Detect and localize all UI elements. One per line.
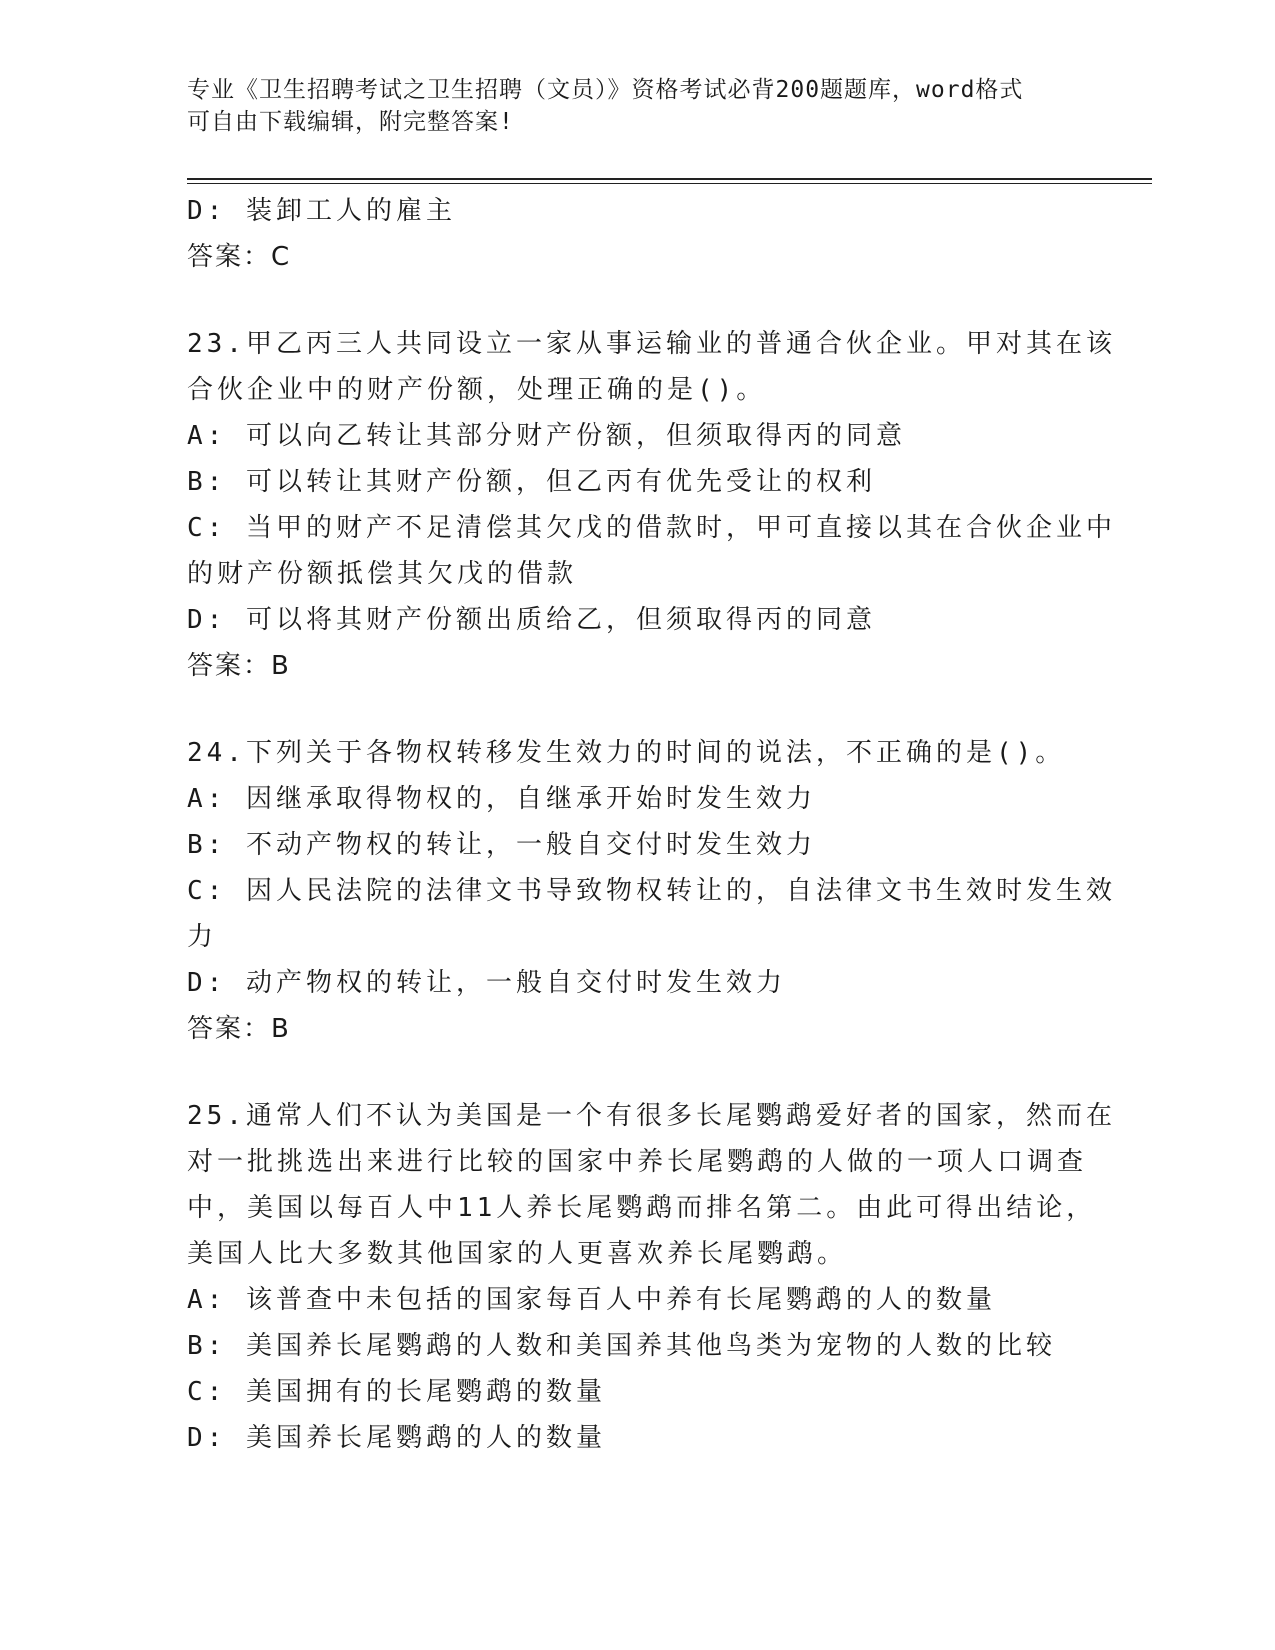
option-b: B: 可以转让其财产份额，但乙丙有优先受让的权利 <box>187 467 876 497</box>
option-d: D: 美国养长尾鹦鹉的人的数量 <box>187 1423 606 1453</box>
option-c-line: C: 当甲的财产不足清偿其欠戊的借款时，甲可直接以其在合伙企业中 <box>187 513 1116 543</box>
question-stem-line: 美国人比大多数其他国家的人更喜欢养长尾鹦鹉。 <box>187 1239 848 1269</box>
answer-line: 答案：B <box>187 1014 291 1044</box>
option-b: B: 美国养长尾鹦鹉的人数和美国养其他鸟类为宠物的人数的比较 <box>187 1331 1056 1361</box>
answer-line: 答案：B <box>187 651 291 681</box>
header-divider-thick <box>187 178 1152 180</box>
option-d: D: 动产物权的转让，一般自交付时发生效力 <box>187 968 786 998</box>
option-a: A: 该普查中未包括的国家每百人中养有长尾鹦鹉的人的数量 <box>187 1285 996 1315</box>
answer-line: 答案：C <box>187 242 292 272</box>
spacer <box>187 280 1077 321</box>
question-25 <box>187 1093 1116 1461</box>
question-stem-line: 中，美国以每百人中11人养长尾鹦鹉而排名第二。由此可得出结论， <box>187 1193 1097 1223</box>
header-divider-thin <box>187 183 1152 184</box>
header-title-line-2: 可自由下载编辑，附完整答案! <box>187 109 514 135</box>
option-b: B: 不动产物权的转让，一般自交付时发生效力 <box>187 830 816 860</box>
question-stem-line: 24.下列关于各物权转移发生效力的时间的说法，不正确的是()。 <box>187 738 1066 768</box>
document-header <box>187 74 1067 138</box>
option-c: C: 美国拥有的长尾鹦鹉的数量 <box>187 1377 606 1407</box>
option-a: A: 因继承取得物权的，自继承开始时发生效力 <box>187 784 816 814</box>
question-stem-line: 25.通常人们不认为美国是一个有很多长尾鹦鹉爱好者的国家，然而在 <box>187 1101 1116 1131</box>
option-c-line: 的财产份额抵偿其欠戊的借款 <box>187 559 578 589</box>
spacer <box>187 1052 1077 1093</box>
option-a: A: 可以向乙转让其部分财产份额，但须取得丙的同意 <box>187 421 906 451</box>
spacer <box>187 689 1077 730</box>
option-c-line: 力 <box>187 922 218 952</box>
question-23 <box>187 321 1116 689</box>
header-title-line-1: 专业《卫生招聘考试之卫生招聘（文员）》资格考试必背200题题库，word格式 <box>187 77 1024 103</box>
carryover-question <box>187 188 1077 280</box>
question-stem-line: 合伙企业中的财产份额，处理正确的是()。 <box>187 375 767 405</box>
question-stem-line: 23.甲乙丙三人共同设立一家从事运输业的普通合伙企业。甲对其在该 <box>187 329 1116 359</box>
option-d: D: 装卸工人的雇主 <box>187 196 456 226</box>
question-stem-line: 对一批挑选出来进行比较的国家中养长尾鹦鹉的人做的一项人口调查 <box>187 1147 1088 1177</box>
option-d: D: 可以将其财产份额出质给乙，但须取得丙的同意 <box>187 605 876 635</box>
question-24 <box>187 730 1116 1052</box>
question-list <box>187 188 1116 1461</box>
option-c-line: C: 因人民法院的法律文书导致物权转让的，自法律文书生效时发生效 <box>187 876 1116 906</box>
